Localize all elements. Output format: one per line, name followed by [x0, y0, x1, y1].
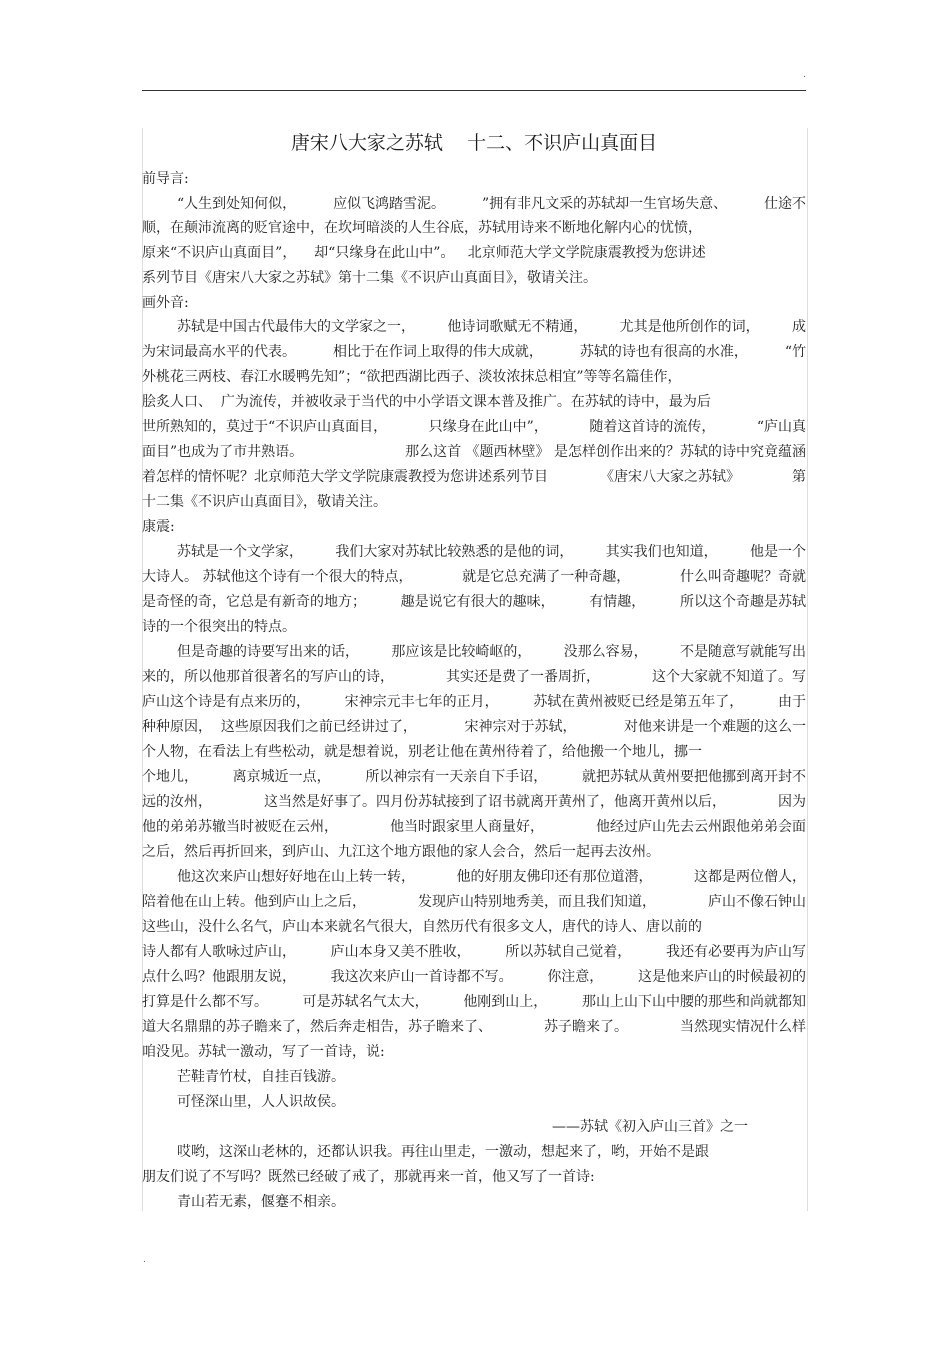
text-segment: “竹 [784, 344, 806, 360]
text-line: 朋友们说了不写吗？既然已经破了戒了，那就再来一首，他又写了一首诗: [142, 1169, 595, 1185]
text-segment: 着怎样的情怀呢？北京师范大学文学院康震教授为您讲述系列节目 [142, 469, 548, 485]
text-segment: 没那么容易， [563, 644, 648, 660]
text-segment: 他这次来庐山想好好地在山上转一转， [177, 869, 415, 885]
text-line [142, 690, 806, 715]
text-segment: 第 [792, 469, 806, 485]
text-segment: 趣是说它有很大的趣味， [400, 594, 555, 610]
text-line [177, 865, 806, 890]
text-segment: 他刚到山上， [463, 994, 548, 1010]
text-segment: 大诗人。 苏轼他这个诗有一个很大的特点， [142, 569, 413, 585]
text-segment: 庐山不像石钟山 [708, 894, 806, 910]
text-segment: 种种原因， 这些原因我们之前已经讲过了， [142, 719, 417, 735]
text-segment: 宋神宗元丰七年的正月， [344, 694, 499, 710]
text-segment: 就把苏轼从黄州要把他挪到离开封不 [581, 769, 806, 785]
text-line: 脍炙人口、 广为流传，并被收录于当代的中小学语文课本普及推广。在苏轼的诗中，最为后 [142, 394, 711, 410]
text-segment: 那山上山下山中腰的那些和尚就都知 [581, 994, 806, 1010]
text-line: 这些山，没什么名气，庐山本来就名气很大，自然历代有很多文人，唐代的诗人、唐以前的 [142, 919, 702, 935]
text-segment: 远的汝州， [142, 794, 212, 810]
text-line: ——苏轼《初入庐山三首》之一 [552, 1119, 748, 1135]
text-line [142, 565, 806, 590]
text-line: 哎哟，这深山老林的，还都认识我。再往山里走，一激动，想起来了，哟，开始不是跟 [177, 1144, 709, 1160]
text-segment: 就是它总充满了一种奇趣， [462, 569, 631, 585]
text-segment: 这当然是好事了。四月份苏轼接到了诏书就离开黄州了，他离开黄州以后， [264, 794, 726, 810]
text-segment: 苏轼的诗也有很高的水准， [579, 344, 748, 360]
text-segment: 他的好朋友佛印还有那位道潜， [456, 869, 653, 885]
header-rule [142, 90, 806, 91]
text-segment: 他的弟弟苏辙当时被贬在云州， [142, 819, 338, 835]
text-segment: 苏轼是一个文学家， [177, 544, 303, 560]
text-segment: 来的，所以他那首很著名的写庐山的诗， [142, 669, 394, 685]
text-segment: 苏子瞻来了。 [544, 1019, 628, 1035]
text-segment: 离京城近一点， [232, 769, 331, 785]
text-segment: 仕途不 [764, 196, 806, 212]
text-line: 可怪深山里，人人识故侯。 [177, 1094, 345, 1110]
text-segment: 这是他来庐山的时候最初的 [637, 969, 806, 985]
text-segment: 诗人都有人歌咏过庐山， [142, 944, 296, 960]
text-line [142, 340, 806, 365]
text-segment: 其实我们也知道， [605, 544, 718, 560]
text-segment: 当然现实情况什么样 [680, 1019, 806, 1035]
text-segment: 是奇怪的奇，它总是有新奇的地方； [142, 594, 366, 610]
text-segment: 庐山这个诗是有点来历的， [142, 694, 310, 710]
text-segment: 陪着他在山上转。他到庐山上之后， [142, 894, 366, 910]
text-segment: 尤其是他所创作的词， [619, 319, 760, 335]
text-segment: 不是随意写就能写出 [679, 644, 806, 660]
text-line [142, 715, 806, 740]
document-title: 唐宋八大家之苏轼 十二、不识庐山真面目 [290, 132, 658, 154]
text-segment: 这都是两位僧人， [694, 869, 806, 885]
text-segment: 所以这个奇趣是苏轼 [679, 594, 806, 610]
text-segment: 所以神宗有一天亲自下手诏， [365, 769, 548, 785]
text-segment: 由于 [777, 694, 806, 710]
text-line: 前导言: [142, 171, 189, 187]
text-line: 系列节目《唐宋八大家之苏轼》第十二集《不识庐山真面目》，敬请关注。 [142, 270, 597, 286]
text-line: 芒鞋青竹杖，自挂百钱游。 [177, 1069, 345, 1085]
text-segment: 这个大家就不知道了。写 [652, 669, 806, 685]
text-line [177, 640, 806, 665]
text-segment: 其实还是费了一番周折， [446, 669, 600, 685]
text-segment: 庐山本身又美不胜收， [330, 944, 471, 960]
text-segment: 对他来讲是一个难题的这么一 [624, 719, 806, 735]
text-line [142, 815, 806, 840]
text-segment: 他是一个 [749, 544, 806, 560]
text-segment: 我还有必要再为庐山写 [665, 944, 806, 960]
text-line [177, 192, 806, 217]
text-segment: 为宋词最高水平的代表。 [142, 344, 296, 360]
text-line: 顺，在颠沛流离的贬官途中，在坎坷暗淡的人生谷底，苏轼用诗来不断地化解内心的忧愤， [142, 220, 702, 236]
text-segment: 那应该是比较崎岖的， [391, 644, 532, 660]
text-line: 康震: [142, 519, 175, 535]
text-segment: 他经过庐山先去云州跟他弟弟会面 [596, 819, 806, 835]
text-segment: 只缘身在此山中”， [428, 419, 548, 435]
text-segment: 面目”也成为了市井熟语。 [142, 444, 304, 460]
text-segment: 宋神宗对于苏轼， [464, 719, 577, 735]
text-line: 青山若无素，偃蹇不相亲。 [177, 1194, 345, 1210]
text-line: 外桃花三两枝、春江水暖鸭先知”；“欲把西湖比西子、淡妆浓抹总相宜”等等名篇佳作， [142, 369, 682, 385]
text-segment: 他当时跟家里人商量好， [390, 819, 544, 835]
text-line: 之后，然后再折回来，到庐山、九江这个地方跟他的家人会合，然后一起再去汝州。 [142, 844, 660, 860]
text-segment: 随着这首诗的流传， [589, 419, 716, 435]
text-segment: 点什么吗？他跟朋友说， [142, 969, 296, 985]
text-segment: 打算是什么都不写。 [142, 994, 268, 1010]
text-segment: 我们大家对苏轼比较熟悉的是他的词， [335, 544, 574, 560]
text-segment: “人生到处知何似， [177, 196, 297, 212]
text-line: 十二集《不识庐山真面目》，敬请关注。 [142, 494, 387, 510]
text-segment: 发现庐山特别地秀美，而且我们知道， [418, 894, 656, 910]
text-segment: 《唐宋八大家之苏轼》 [600, 469, 740, 485]
text-segment: 什么叫奇趣呢？奇就 [679, 569, 806, 585]
text-segment: 因为 [778, 794, 806, 810]
text-segment: 那么这首 《题西林壁》 是怎样创作出来的？苏轼的诗中究竟蕴涵 [405, 444, 806, 460]
text-line [142, 440, 806, 465]
header-dot: . [803, 70, 806, 80]
text-line: 咱没见。苏轼一激动，写了一首诗，说: [142, 1044, 385, 1060]
text-line [177, 315, 806, 340]
text-line: 原来“不识庐山真面目”， 却“只缘身在此山中”。 北京师范大学文学院康震教授为您讲述 [142, 245, 706, 261]
text-line [142, 890, 806, 915]
text-line [142, 965, 806, 990]
text-segment: 我这次来庐山一首诗都不写。 [330, 969, 513, 985]
text-line [177, 540, 806, 565]
footer-dot: . [143, 1255, 146, 1265]
text-line [142, 790, 806, 815]
text-segment: 所以苏轼自己觉着， [505, 944, 632, 960]
text-segment: 他诗词歌赋无不精通， [447, 319, 588, 335]
text-segment: 苏轼是中国古代最伟大的文学家之一， [177, 319, 415, 335]
text-line [142, 1015, 806, 1040]
text-line [142, 665, 806, 690]
text-line: 个人物，在看法上有些松动，就是想着说，别老让他在黄州待着了，给他搬一个地儿，挪一 [142, 744, 702, 760]
text-segment: 世所熟知的，莫过于“不识庐山真面目， [142, 419, 388, 435]
text-line [142, 415, 806, 440]
text-segment: 个地儿， [142, 769, 198, 785]
text-segment: 道大名鼎鼎的苏子瞻来了，然后奔走相告，苏子瞻来了、 [142, 1019, 492, 1035]
text-segment: 可是苏轼名气太大， [302, 994, 429, 1010]
text-line: 画外音: [142, 295, 189, 311]
text-segment: “庐山真 [756, 419, 806, 435]
text-line [142, 990, 806, 1015]
text-segment: 有情趣， [589, 594, 646, 610]
text-segment: 应似飞鸿踏雪泥。 [333, 196, 446, 212]
text-line [142, 940, 806, 965]
text-segment: 成 [791, 319, 806, 335]
text-segment: 你注意， [547, 969, 604, 985]
text-line [142, 465, 806, 490]
text-line: 诗的一个很突出的特点。 [142, 619, 296, 635]
text-line [142, 590, 806, 615]
text-line [142, 765, 806, 790]
text-segment: 苏轼在黄州被贬已经是第五年了， [533, 694, 744, 710]
text-segment: 但是奇趣的诗要写出来的话， [177, 644, 359, 660]
text-segment: 相比于在作词上取得的伟大成就， [332, 344, 543, 360]
text-segment: ”拥有非凡文采的苏轼却一生官场失意、 [481, 196, 728, 212]
